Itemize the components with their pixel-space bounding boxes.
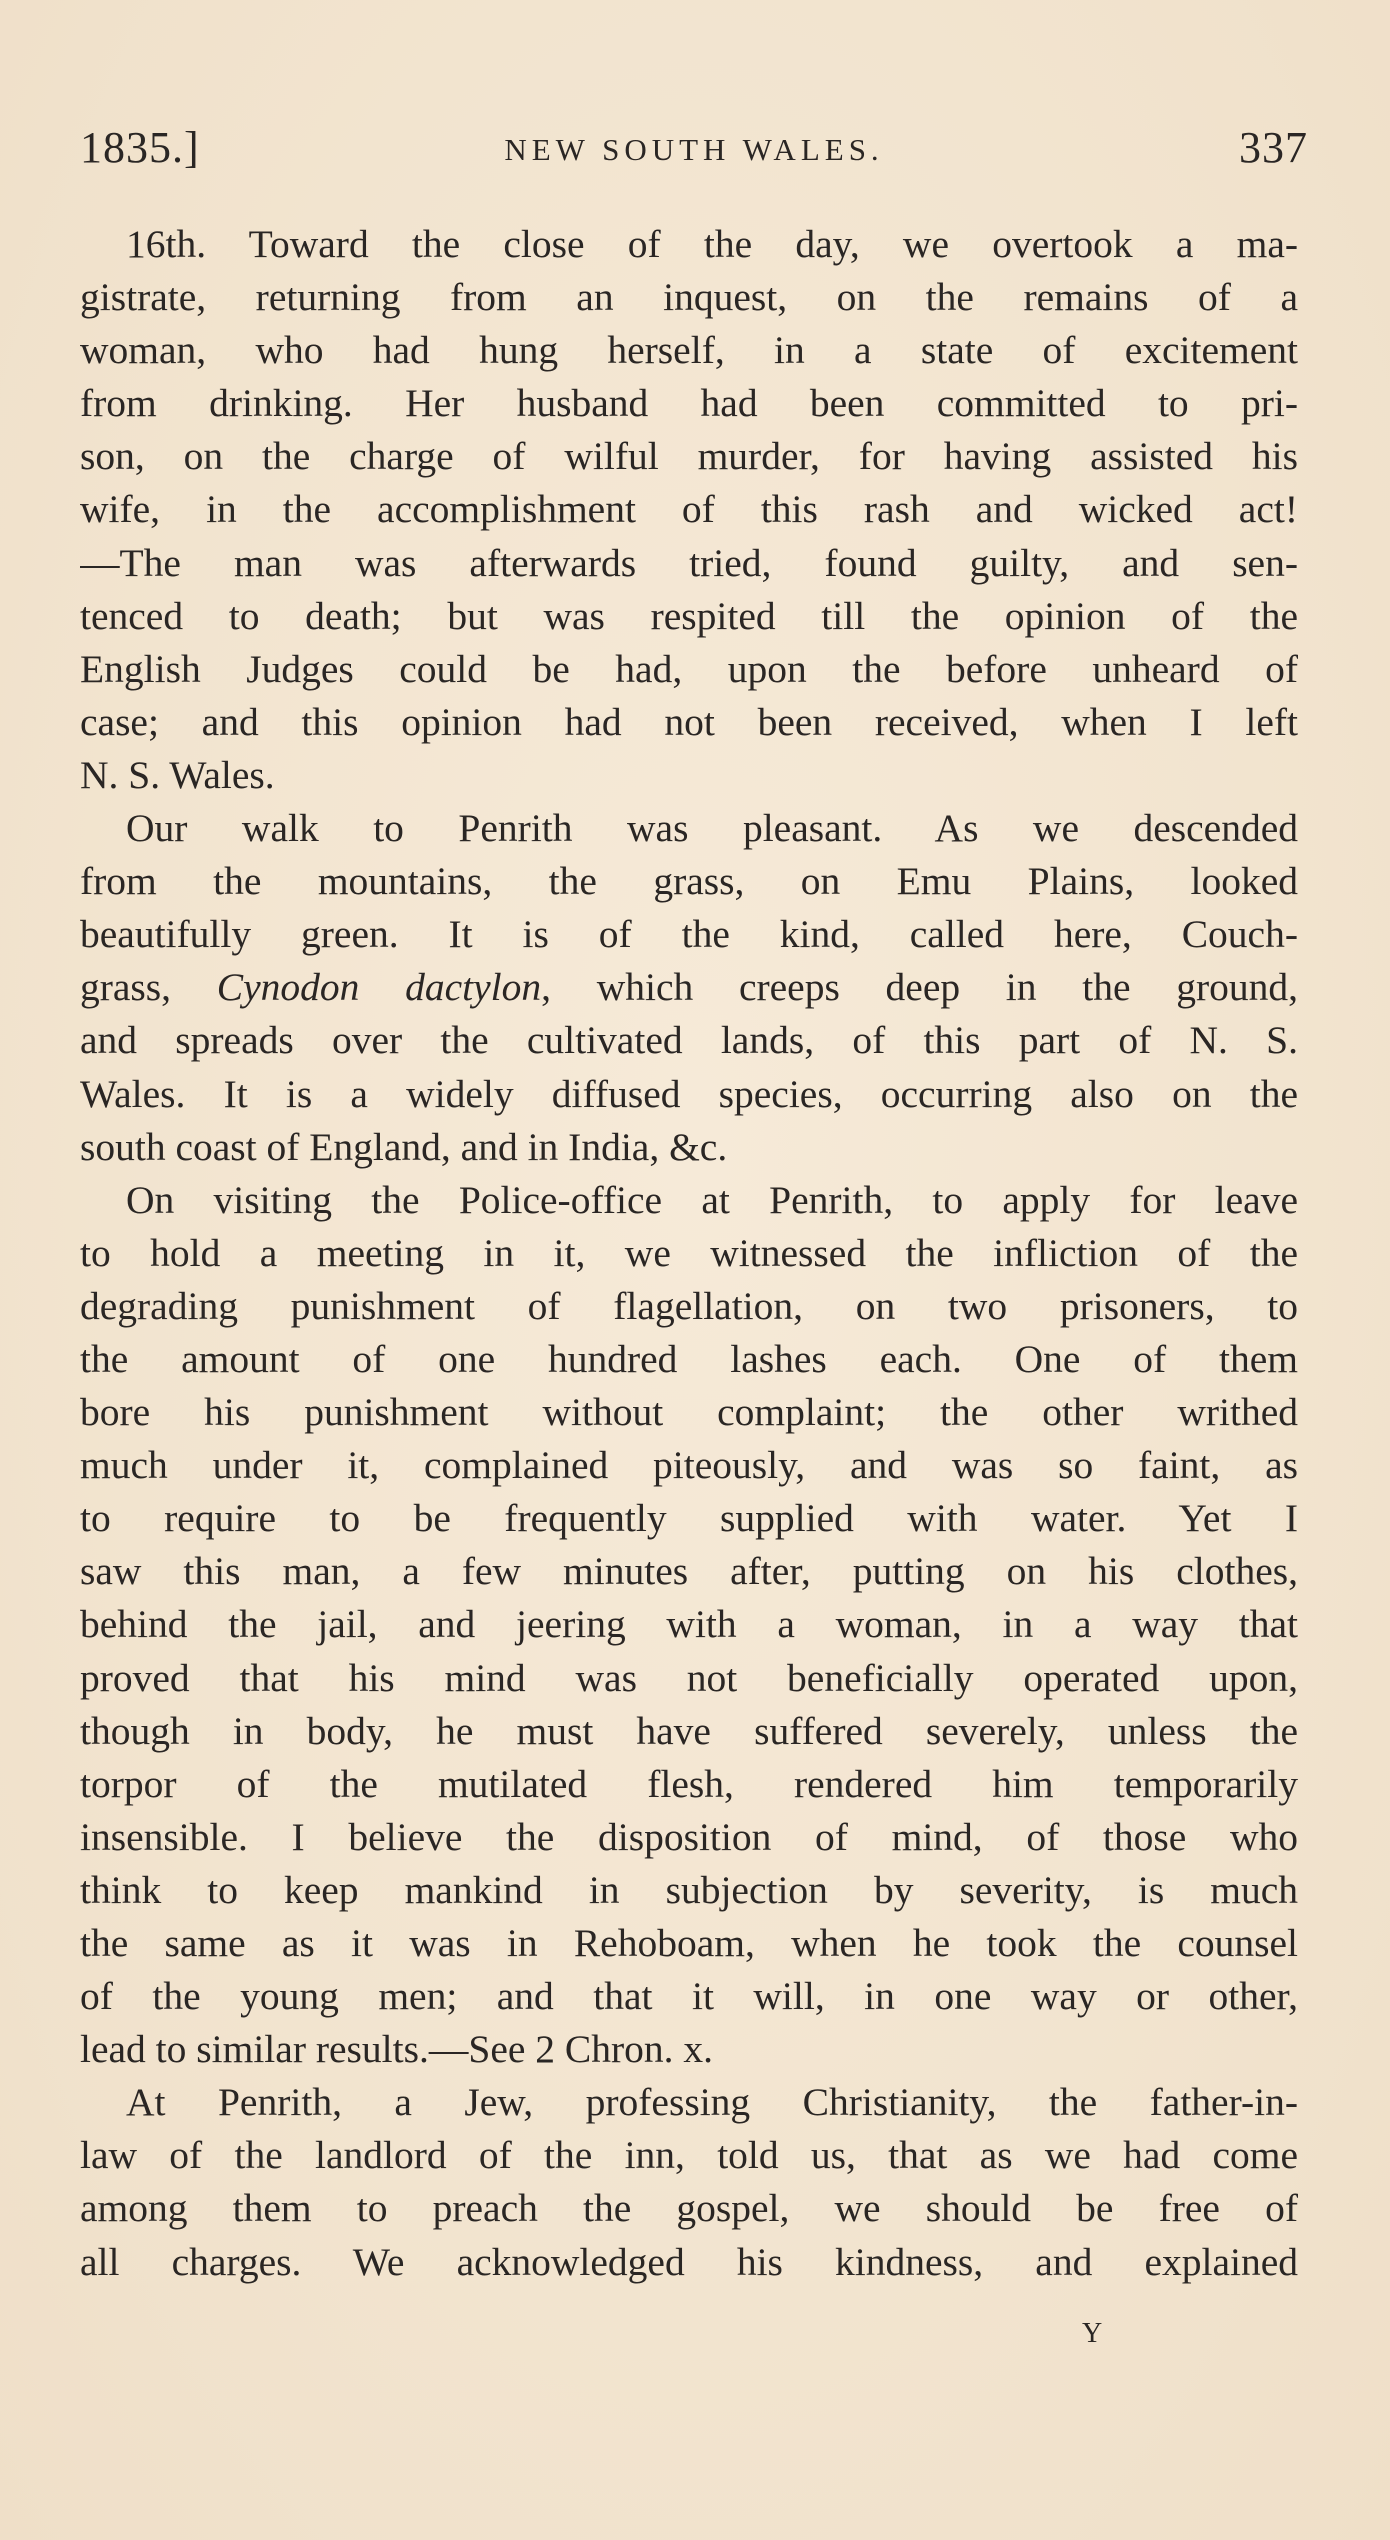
signature-mark: Y (1082, 2318, 1104, 2349)
text-line: think to keep mankind in subjection by severity, is much (80, 1867, 1298, 1912)
text-line: torpor of the mutilated flesh, rendered him temporarily (80, 1761, 1298, 1806)
text-line: beautifully green. It is of the kind, called here, Couch- (80, 912, 1298, 957)
text-line: gistrate, returning from an inquest, on the remains of a (80, 275, 1298, 320)
text-line: law of the landlord of the inn, told us, that as we had come (80, 2133, 1298, 2178)
text-line: case; and this opinion had not been received, when I left (80, 699, 1298, 744)
page-number: 337 (1239, 123, 1308, 172)
text-line: the amount of one hundred lashes each. One of them (80, 1336, 1298, 1381)
text-line: of the young men; and that it will, in one way or other, (80, 1974, 1298, 2019)
text-line: On visiting the Police-office at Penrith, to apply for leave (126, 1177, 1298, 1222)
text-line: grass, Cynodon dactylon, which creeps deep in the ground, (80, 965, 1298, 1010)
text-line: from drinking. Her husband had been committed to pri- (80, 381, 1298, 426)
text-line: much under it, complained piteously, and was so faint, as (80, 1443, 1298, 1488)
text-line: woman, who had hung herself, in a state of excitement (80, 328, 1298, 373)
text-line: lead to similar results.—See 2 Chron. x. (80, 2027, 714, 2072)
text-line: proved that his mind was not beneficially operated upon, (80, 1655, 1298, 1700)
text-line: Wales. It is a widely diffused species, occurring also on the (80, 1071, 1298, 1116)
text-line: At Penrith, a Jew, professing Christianity, the father-in- (126, 2080, 1298, 2125)
text-line: though in body, he must have suffered severely, unless the (80, 1708, 1298, 1753)
text-line: tenced to death; but was respited till the opinion of the (80, 593, 1298, 638)
text-line: south coast of England, and in India, &c. (80, 1124, 728, 1169)
text-line: bore his punishment without complaint; the other writhed (80, 1390, 1298, 1435)
text-line: and spreads over the cultivated lands, of this part of N. S. (80, 1018, 1298, 1063)
text-line: saw this man, a few minutes after, putting on his clothes, (80, 1549, 1298, 1594)
text-line: all charges. We acknowledged his kindness, and explained (80, 2239, 1298, 2284)
text-line: insensible. I believe the disposition of mind, of those who (80, 1814, 1298, 1859)
text-line: N. S. Wales. (80, 752, 275, 797)
text-line: to require to be frequently supplied with water. Yet I (80, 1496, 1298, 1541)
text-line: wife, in the accomplishment of this rash and wicked act! (80, 487, 1298, 532)
text-line: English Judges could be had, upon the before unheard of (80, 646, 1298, 691)
text-line: 16th. Toward the close of the day, we overtook a ma- (126, 222, 1298, 266)
text-line: the same as it was in Rehoboam, when he took the counsel (80, 1921, 1298, 1965)
text-line: to hold a meeting in it, we witnessed the infliction of the (80, 1230, 1298, 1275)
header-year: 1835.] (80, 123, 200, 172)
body-text (80, 218, 1298, 2289)
text-line: son, on the charge of wilful murder, for having assisted his (80, 434, 1298, 479)
text-line: Our walk to Penrith was pleasant. As we descended (126, 806, 1298, 851)
text-line: degrading punishment of flagellation, on two prisoners, to (80, 1283, 1298, 1328)
text-line: from the mountains, the grass, on Emu Plains, looked (80, 859, 1298, 904)
text-line: —The man was afterwards tried, found guilty, and sen- (80, 540, 1298, 585)
text-line: behind the jail, and jeering with a woman, in a way that (80, 1602, 1298, 1647)
running-head (80, 122, 1308, 182)
header-title: NEW SOUTH WALES. (504, 132, 884, 167)
text-line: among them to preach the gospel, we should be free of (80, 2186, 1298, 2231)
